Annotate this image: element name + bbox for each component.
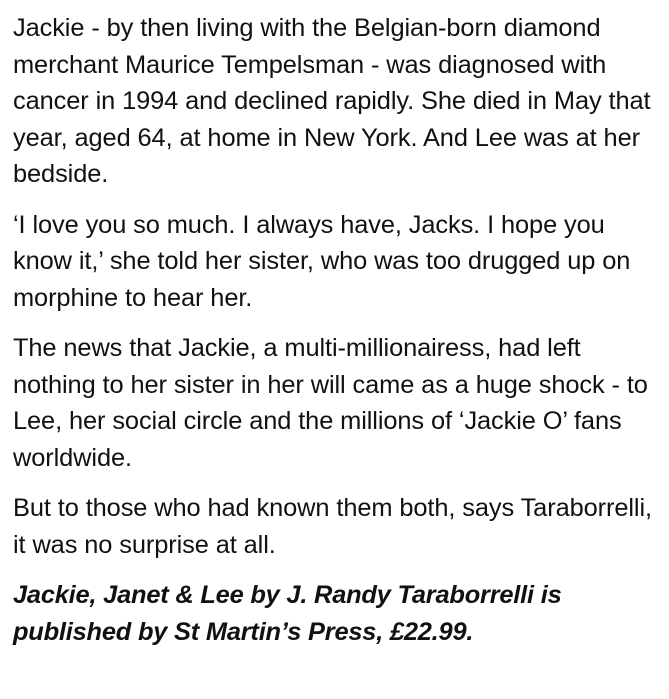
paragraph-bedside: Jackie - by then living with the Belgian-born diamond merchant Maurice Tempelsman - was diagnosed with cancer in 1994 and declined rapidly. She died in May that year, aged 64, at home in New York. And Lee was at her bedside.: [13, 14, 651, 188]
paragraph-will: The news that Jackie, a multi-millionairess, had left nothing to her sister in her will came as a huge shock - to Lee, her social circle and the millions of ‘Jackie O’ fans worldwide.: [13, 334, 648, 472]
book-credit: Jackie, Janet & Lee by J. Randy Taraborrelli is published by St Martin’s Press, £22.99.: [13, 581, 562, 646]
paragraph-quote: ‘I love you so much. I always have, Jacks. I hope you know it,’ she told her sister, who was too drugged up on morphine to hear her.: [13, 210, 631, 312]
paragraph-surprise: But to those who had known them both, says Taraborrelli, it was no surprise at all.: [13, 494, 652, 559]
article-body: [13, 10, 658, 650]
